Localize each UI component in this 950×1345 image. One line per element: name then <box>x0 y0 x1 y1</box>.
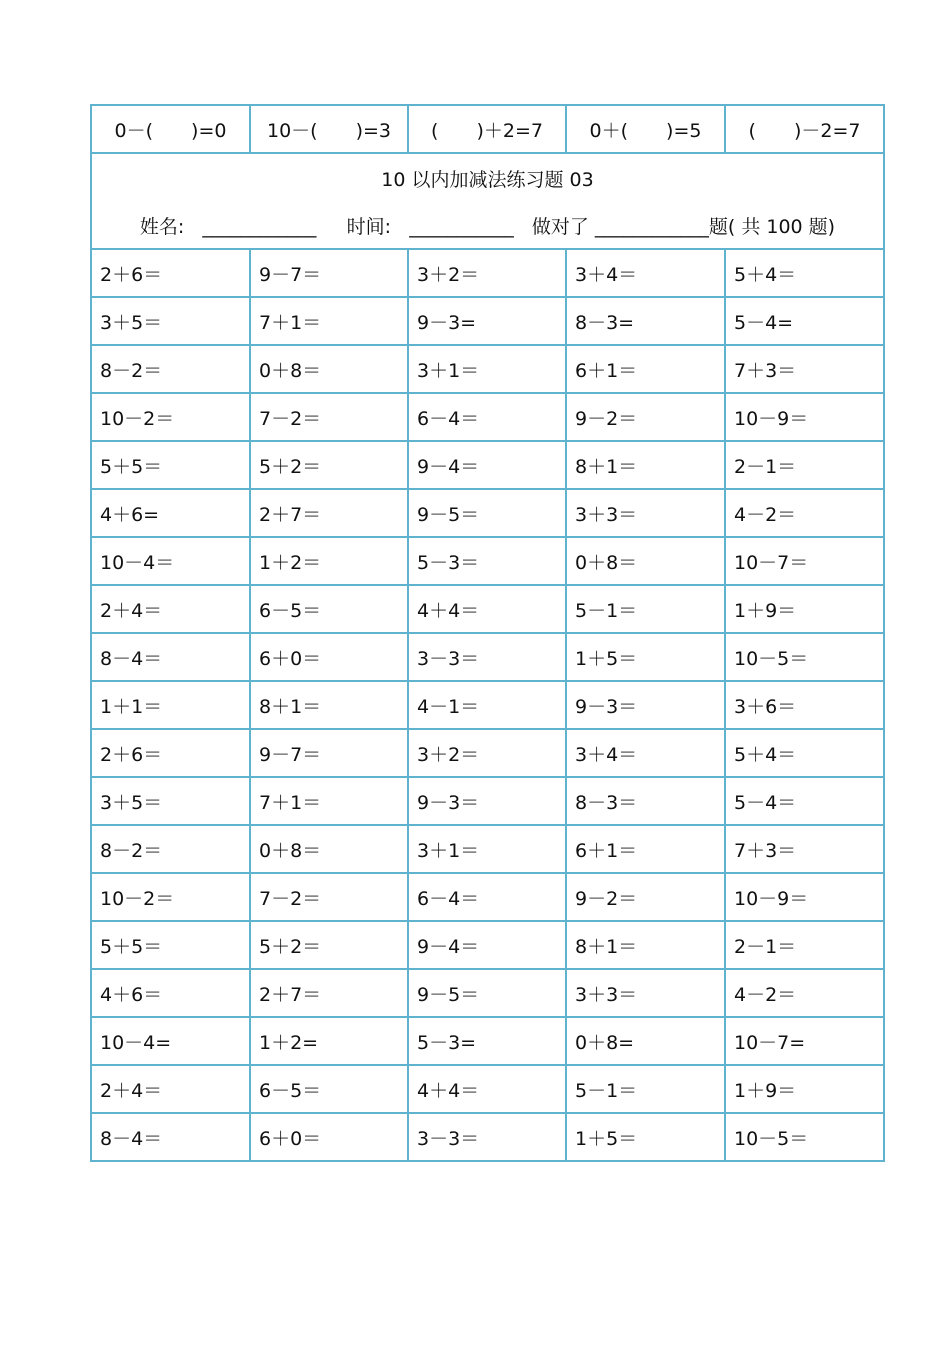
problem-cell: 10－7＝ <box>725 537 884 585</box>
problem-row <box>91 585 884 633</box>
problem-cell: 3＋5＝ <box>91 297 250 345</box>
fill-in-problem: ( )－2=7 <box>725 105 884 153</box>
problem-row <box>91 297 884 345</box>
correct-blank[interactable]: ____________ <box>594 216 709 238</box>
problem-row <box>91 633 884 681</box>
problem-row <box>91 393 884 441</box>
header-cell <box>91 153 884 249</box>
problem-row <box>91 681 884 729</box>
problem-row <box>91 1065 884 1113</box>
problem-cell: 2＋7＝ <box>250 969 408 1017</box>
student-info-line <box>92 212 883 239</box>
problem-cell: 2＋7＝ <box>250 489 408 537</box>
problem-cell: 10－4= <box>91 1017 250 1065</box>
problem-cell: 6－5＝ <box>250 1065 408 1113</box>
name-label: 姓名: <box>139 216 185 238</box>
problem-cell: 2－1＝ <box>725 921 884 969</box>
problem-cell: 9－5＝ <box>408 969 566 1017</box>
problem-cell: 5＋5＝ <box>91 441 250 489</box>
problem-cell: 9－2＝ <box>566 393 725 441</box>
fill-in-row <box>91 105 884 153</box>
problem-cell: 9－3＝ <box>408 777 566 825</box>
problem-cell: 3＋1＝ <box>408 825 566 873</box>
problem-cell: 8－3＝ <box>566 777 725 825</box>
problem-cell: 3＋3＝ <box>566 969 725 1017</box>
problem-cell: 8－4＝ <box>91 1113 250 1161</box>
problem-cell: 2＋4＝ <box>91 1065 250 1113</box>
problem-row <box>91 873 884 921</box>
problem-cell: 4－2＝ <box>725 489 884 537</box>
problem-cell: 0＋8＝ <box>250 825 408 873</box>
problem-row <box>91 441 884 489</box>
problem-cell: 7＋3＝ <box>725 825 884 873</box>
problem-cell: 3＋2＝ <box>408 729 566 777</box>
problem-cell: 8＋1＝ <box>566 921 725 969</box>
problem-cell: 4－2＝ <box>725 969 884 1017</box>
problem-cell: 10－7= <box>725 1017 884 1065</box>
problem-cell: 2－1＝ <box>725 441 884 489</box>
fill-in-problem: ( )＋2=7 <box>408 105 566 153</box>
problem-cell: 9－2＝ <box>566 873 725 921</box>
time-blank[interactable]: ___________ <box>409 216 514 238</box>
problem-cell: 6＋1＝ <box>566 825 725 873</box>
problem-cell: 2＋4＝ <box>91 585 250 633</box>
problem-cell: 3＋4＝ <box>566 249 725 297</box>
problem-cell: 6－5＝ <box>250 585 408 633</box>
problem-cell: 9－7＝ <box>250 249 408 297</box>
problem-cell: 8－3= <box>566 297 725 345</box>
worksheet-table <box>90 104 885 1162</box>
problem-cell: 5－4= <box>725 297 884 345</box>
problem-row <box>91 249 884 297</box>
problem-cell: 5－1＝ <box>566 1065 725 1113</box>
correct-label: 做对了 <box>531 216 589 238</box>
fill-in-problem: 0＋( )=5 <box>566 105 725 153</box>
time-label: 时间: <box>346 216 392 238</box>
problem-cell: 7＋1＝ <box>250 297 408 345</box>
problem-cell: 8－2＝ <box>91 345 250 393</box>
problem-cell: 2＋6＝ <box>91 729 250 777</box>
problem-cell: 5＋2＝ <box>250 441 408 489</box>
problem-cell: 3＋4＝ <box>566 729 725 777</box>
problem-row <box>91 345 884 393</box>
problem-cell: 6－4＝ <box>408 393 566 441</box>
problem-cell: 3＋6＝ <box>725 681 884 729</box>
problem-cell: 3＋3＝ <box>566 489 725 537</box>
problem-cell: 6＋0＝ <box>250 633 408 681</box>
problem-cell: 9－3＝ <box>566 681 725 729</box>
problem-row <box>91 1017 884 1065</box>
problem-cell: 6＋0＝ <box>250 1113 408 1161</box>
problem-cell: 0＋8＝ <box>566 537 725 585</box>
problem-cell: 10－5＝ <box>725 633 884 681</box>
problem-cell: 4＋4＝ <box>408 585 566 633</box>
problem-cell: 9－7＝ <box>250 729 408 777</box>
problem-cell: 7＋3＝ <box>725 345 884 393</box>
problem-cell: 5＋4＝ <box>725 249 884 297</box>
problem-cell: 1＋1＝ <box>91 681 250 729</box>
problem-row <box>91 969 884 1017</box>
problem-cell: 4＋6＝ <box>91 969 250 1017</box>
problem-cell: 1＋5＝ <box>566 1113 725 1161</box>
name-blank[interactable]: ____________ <box>202 216 317 238</box>
problem-cell: 0＋8＝ <box>250 345 408 393</box>
problem-cell: 1＋2＝ <box>250 537 408 585</box>
problem-cell: 3＋5＝ <box>91 777 250 825</box>
fill-in-problem: 10－( )=3 <box>250 105 408 153</box>
problem-cell: 3＋2＝ <box>408 249 566 297</box>
problem-cell: 0＋8= <box>566 1017 725 1065</box>
problem-cell: 7－2＝ <box>250 393 408 441</box>
problem-cell: 9－4＝ <box>408 441 566 489</box>
problem-cell: 1＋9＝ <box>725 585 884 633</box>
worksheet-header <box>91 153 884 249</box>
total-count-text: 题( 共 100 题) <box>708 216 836 238</box>
problem-cell: 9－4＝ <box>408 921 566 969</box>
fill-in-problem: 0－( )=0 <box>91 105 250 153</box>
problem-cell: 4＋4＝ <box>408 1065 566 1113</box>
problem-cell: 1＋2= <box>250 1017 408 1065</box>
problem-row <box>91 921 884 969</box>
worksheet-title: 10 以内加减法练习题 03 <box>381 169 594 191</box>
problem-cell: 10－4＝ <box>91 537 250 585</box>
problem-row <box>91 489 884 537</box>
problem-cell: 8＋1＝ <box>566 441 725 489</box>
problem-row <box>91 1113 884 1161</box>
problem-cell: 7－2＝ <box>250 873 408 921</box>
problem-cell: 7＋1＝ <box>250 777 408 825</box>
problem-cell: 5＋2＝ <box>250 921 408 969</box>
problem-cell: 5－4＝ <box>725 777 884 825</box>
problem-cell: 3－3＝ <box>408 633 566 681</box>
problem-row <box>91 537 884 585</box>
problem-cell: 5＋4＝ <box>725 729 884 777</box>
problem-cell: 3＋1＝ <box>408 345 566 393</box>
problem-cell: 10－2＝ <box>91 393 250 441</box>
problem-cell: 5－3＝ <box>408 537 566 585</box>
problem-cell: 6＋1＝ <box>566 345 725 393</box>
problem-cell: 10－5＝ <box>725 1113 884 1161</box>
problem-cell: 1＋9＝ <box>725 1065 884 1113</box>
problem-row <box>91 777 884 825</box>
problem-cell: 3－3＝ <box>408 1113 566 1161</box>
problem-cell: 8＋1＝ <box>250 681 408 729</box>
problem-row <box>91 729 884 777</box>
problem-cell: 8－2＝ <box>91 825 250 873</box>
problem-cell: 4＋6= <box>91 489 250 537</box>
problem-cell: 1＋5＝ <box>566 633 725 681</box>
problem-cell: 10－9＝ <box>725 873 884 921</box>
problem-cell: 6－4＝ <box>408 873 566 921</box>
problem-cell: 9－3= <box>408 297 566 345</box>
problem-cell: 8－4＝ <box>91 633 250 681</box>
problem-cell: 10－9＝ <box>725 393 884 441</box>
problem-cell: 5－3= <box>408 1017 566 1065</box>
problem-cell: 2＋6＝ <box>91 249 250 297</box>
problem-cell: 10－2＝ <box>91 873 250 921</box>
problem-cell: 9－5＝ <box>408 489 566 537</box>
problem-cell: 4－1＝ <box>408 681 566 729</box>
problem-row <box>91 825 884 873</box>
problem-cell: 5＋5＝ <box>91 921 250 969</box>
problem-cell: 5－1＝ <box>566 585 725 633</box>
